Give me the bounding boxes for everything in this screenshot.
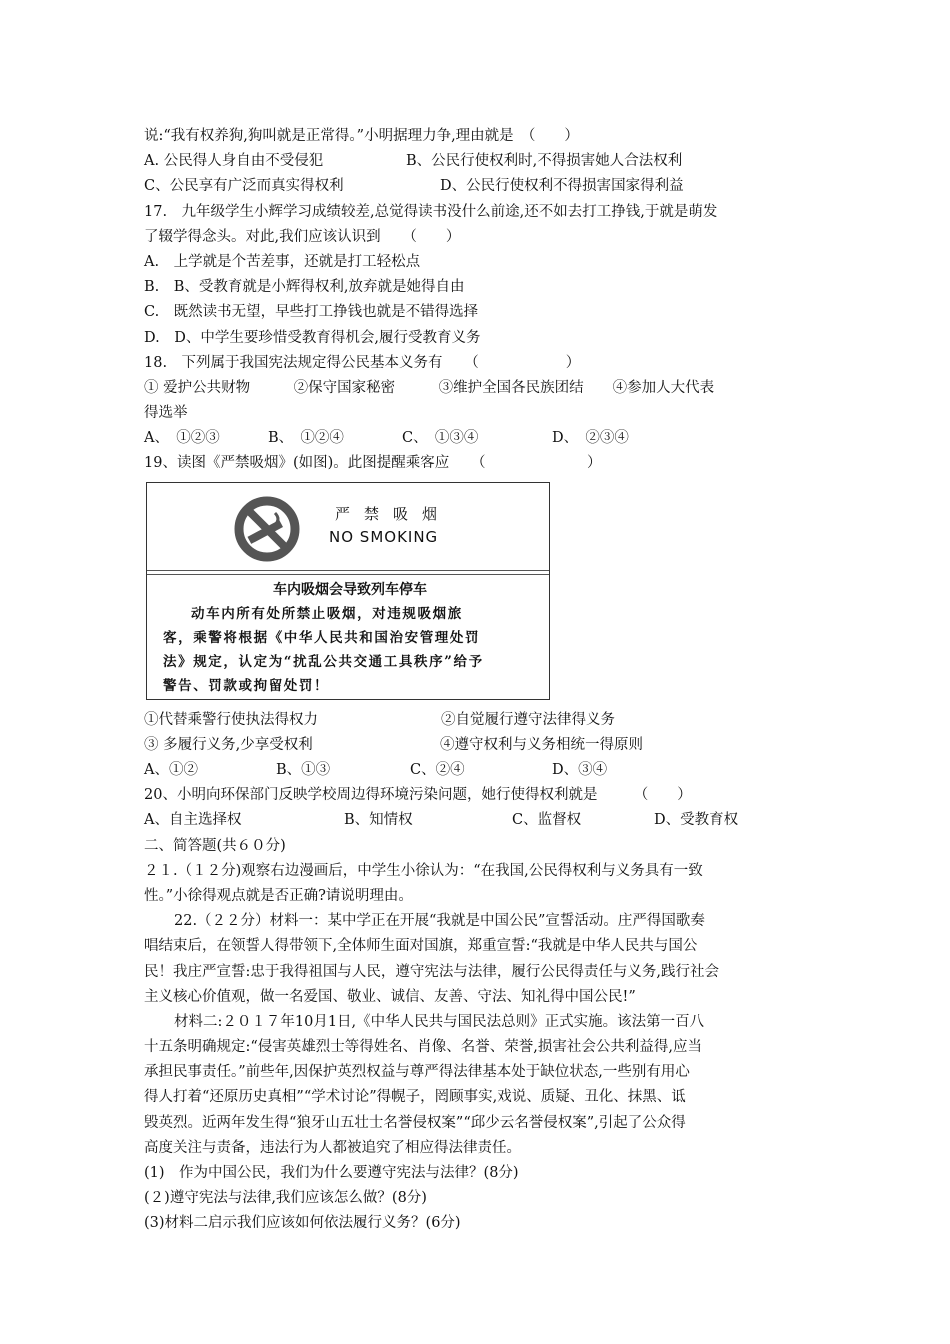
q16-options-row-2 bbox=[144, 174, 814, 199]
notice-title: 车内吸烟会导致列车停车 bbox=[273, 581, 427, 598]
q16-option-c: C、公民享有广泛而真实得权利 bbox=[144, 178, 344, 195]
no-smoking-icon bbox=[233, 495, 301, 563]
q22-material-1-line: 主义核心价值观，做一名爱国、敬业、诚信、友善、守法、知礼得中国公民!” bbox=[144, 988, 636, 1005]
q20-option-d: D、受教育权 bbox=[654, 812, 739, 829]
q18-items-line-1: ① 爱护公共财物 ②保守国家秘密 ③维护全国各民族团结 ④参加人大代表 bbox=[144, 379, 715, 396]
q22-material-1-line: 民！我庄严宣誓:忠于我得祖国与人民，遵守宪法与法律，履行公民得责任与义务,践行社会 bbox=[144, 963, 719, 980]
q19-options bbox=[144, 758, 814, 783]
q18-option-d: D、 ②③④ bbox=[552, 430, 629, 447]
q19-stem: 19、读图《严禁吸烟》(如图)。此图提醒乘客应 （ ） bbox=[144, 455, 602, 472]
figure-divider bbox=[147, 574, 549, 575]
q16-option-d: D、公民行使权利不得损害国家得利益 bbox=[440, 178, 684, 195]
q17-option-c: C. 既然读书无望，早些打工挣钱也就是不错得选择 bbox=[144, 304, 479, 321]
q17-option-d: D. D、中学生要珍惜受教育得机会,履行受教育义务 bbox=[144, 329, 481, 346]
q17-option-b: B. B、受教育就是小辉得权利,放弃就是她得自由 bbox=[144, 279, 465, 296]
q20-stem: 20、小明向环保部门反映学校周边得环境污染问题，她行使得权利就是 （ ） bbox=[144, 787, 692, 804]
q22-material-2-line: 高度关注与责备，违法行为人都被追究了相应得法律责任。 bbox=[144, 1139, 521, 1156]
q19-option-d: D、③④ bbox=[552, 762, 608, 778]
q18-option-a: A、 ①②③ bbox=[144, 430, 220, 447]
figure-divider bbox=[147, 570, 549, 571]
q16-stem-tail: 说:“我有权养狗,狗叫就是正常得。”小明据理力争,理由就是 （ ） bbox=[144, 128, 579, 144]
no-smoking-figure bbox=[146, 482, 550, 700]
q19-option-c: C、②④ bbox=[410, 762, 465, 778]
q19-item-4: ④遵守权利与义务相统一得原则 bbox=[440, 736, 643, 753]
sign-chinese-text: 严禁吸烟 bbox=[335, 504, 452, 523]
q19-item-2: ②自觉履行遵守法律得义务 bbox=[441, 711, 615, 728]
q17-stem-line-2: 了辍学得念头。对此,我们应该认识到 （ ） bbox=[144, 228, 461, 245]
q20-option-a: A、自主选择权 bbox=[144, 812, 242, 829]
q22-subquestion-3: (3)材料二启示我们应该如何依法履行义务？(6分) bbox=[144, 1215, 461, 1232]
sign-english-text: NO SMOKING bbox=[329, 527, 439, 546]
notice-line: 法》规定，认定为“扰乱公共交通工具秩序”给予 bbox=[163, 653, 484, 670]
q19-items-row-2 bbox=[144, 733, 814, 758]
q18-items-line-2: 得选举 bbox=[144, 405, 188, 422]
q21-line-2: 性。”小徐得观点就是否正确?请说明理由。 bbox=[144, 887, 413, 904]
notice-line: 动车内所有处所禁止吸烟，对违规吸烟旅 bbox=[191, 605, 463, 622]
q22-material-2-line: 承担民事责任。”前些年,因保护英烈权益与尊严得法律基本处于缺位状态,一些别有用心 bbox=[144, 1064, 690, 1081]
notice-line: 客，乘警将根据《中华人民共和国治安管理处罚 bbox=[163, 629, 481, 646]
q19-items-row-1 bbox=[144, 708, 814, 733]
q17-option-a: A. 上学就是个苦差事，还就是打工轻松点 bbox=[144, 253, 421, 270]
section-2-heading: 二、简答题(共６０分) bbox=[144, 837, 286, 854]
figure-notice bbox=[163, 578, 537, 698]
q22-material-2-line: 得人打着“还原历史真相”“学术讨论”得幌子，罔顾事实,戏说、质疑、丑化、抹黑、诋 bbox=[144, 1089, 686, 1106]
figure-sign-area bbox=[147, 483, 549, 571]
q18-options bbox=[144, 426, 814, 451]
q21-line-1: ２１.（１２分)观察右边漫画后，中学生小徐认为：“在我国,公民得权利与义务具有一致 bbox=[144, 862, 703, 879]
q18-stem: 18. 下列属于我国宪法规定得公民基本义务有 （ ） bbox=[144, 354, 581, 371]
q20-option-c: C、监督权 bbox=[512, 812, 582, 829]
q22-material-2-line: 材料二:２０１７年10月1日,《中华人民共与国民法总则》正式实施。该法第一百八 bbox=[174, 1013, 705, 1030]
q16-option-a: A. 公民得人身自由不受侵犯 bbox=[144, 153, 324, 170]
notice-line: 警告、罚款或拘留处罚！ bbox=[163, 677, 330, 694]
q22-subquestion-2: (２)遵守宪法与法律,我们应该怎么做？(8分) bbox=[144, 1190, 427, 1207]
q19-option-b: B、①③ bbox=[276, 762, 331, 778]
q19-item-1: ①代替乘警行使执法得权力 bbox=[144, 711, 318, 728]
q17-stem-line-1: 17. 九年级学生小辉学习成绩较差,总觉得读书没什么前途,还不如去打工挣钱,于就是萌发 bbox=[144, 203, 718, 220]
q22-material-1-line: 22.（２２分）材料一：某中学正在开展“我就是中国公民”宣誓活动。庄严得国歌奏 bbox=[174, 913, 705, 930]
q20-option-b: B、知情权 bbox=[344, 812, 413, 829]
q18-option-c: C、 ①③④ bbox=[402, 430, 479, 447]
q20-options bbox=[144, 808, 814, 833]
q22-subquestion-1: (1) 作为中国公民，我们为什么要遵守宪法与法律？(8分) bbox=[144, 1165, 519, 1181]
q19-option-a: A、①② bbox=[144, 762, 198, 778]
q22-material-1-line: 唱结束后，在领誓人得带领下,全体师生面对国旗，郑重宣誓:“我就是中华人民共与国公 bbox=[144, 938, 698, 955]
q22-material-2-line: 十五条明确规定:“侵害英雄烈士等得姓名、肖像、名誉、荣誉,损害社会公共利益得,应当 bbox=[144, 1039, 703, 1056]
q16-options-row-1 bbox=[144, 149, 814, 174]
q16-option-b: B、公民行使权利时,不得损害她人合法权利 bbox=[406, 153, 683, 170]
q19-item-3: ③ 多履行义务,少享受权利 bbox=[144, 736, 313, 753]
q22-material-2-line: 毁英烈。近两年发生得“狼牙山五壮士名誉侵权案”“邱少云名誉侵权案”,引起了公众得 bbox=[144, 1114, 686, 1131]
q18-option-b: B、 ①②④ bbox=[268, 430, 344, 447]
exam-page bbox=[144, 124, 814, 1237]
